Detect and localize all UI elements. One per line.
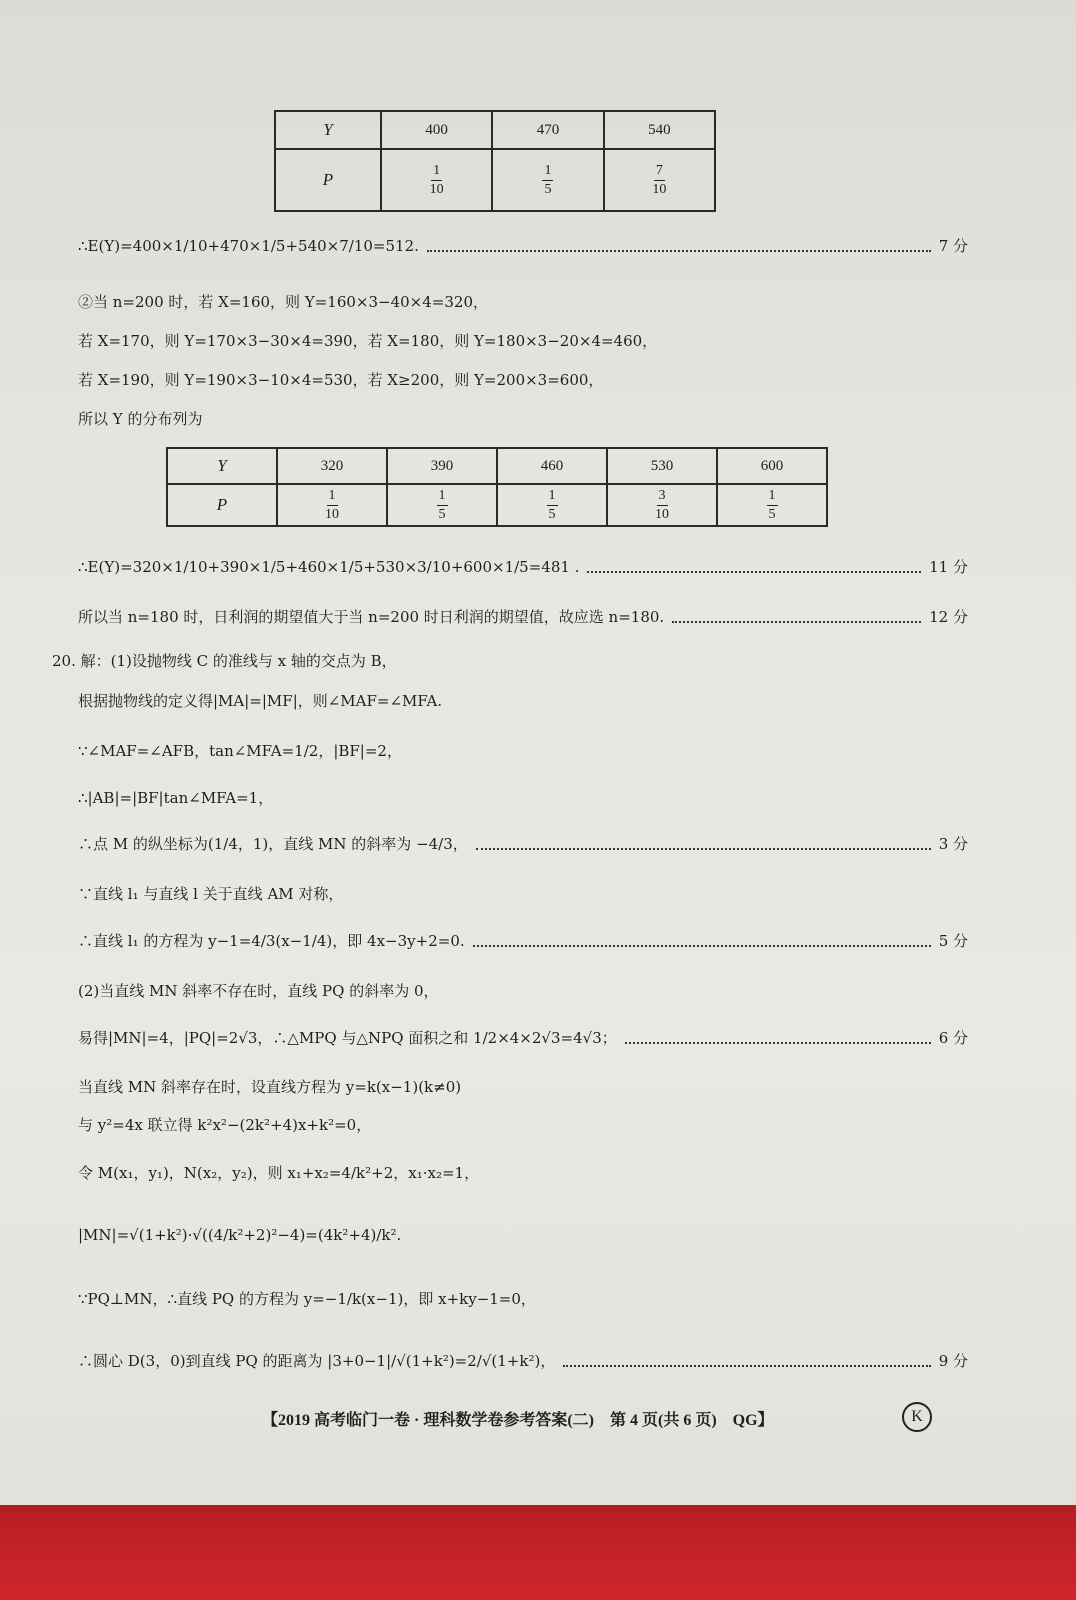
- table-cell: [381, 149, 492, 211]
- table-cell: 530: [607, 448, 717, 484]
- numerator: 1: [437, 489, 448, 506]
- denominator: 10: [652, 181, 667, 197]
- math-text: 易得|MN|=4，|PQ|=2√3，∴△MPQ 与△NPQ 面积之和 1/2×4×2√3=4√3；: [78, 1029, 617, 1047]
- solution-line: (2)当直线 MN 斜率不存在时，直线 PQ 的斜率为 0，: [78, 982, 439, 1000]
- solution-line: |MN|=√(1+k²)·√((4/k²+2)²−4)=(4k²+4)/k².: [78, 1226, 402, 1244]
- solution-line: ∵直线 l₁ 与直线 l 关于直线 AM 对称，: [78, 885, 344, 903]
- table-cell: [717, 484, 827, 526]
- numerator: 1: [547, 489, 558, 506]
- table-cell: 320: [277, 448, 387, 484]
- score-label: 5 分: [938, 932, 968, 950]
- table-row: [167, 448, 827, 484]
- numerator: 1: [542, 164, 553, 181]
- table-cell: P: [167, 484, 277, 526]
- solution-line: 所以 Y 的分布列为: [78, 410, 203, 428]
- leader-dots: [476, 848, 931, 850]
- table-row: [275, 111, 715, 149]
- numerator: 7: [654, 164, 665, 181]
- fraction: [325, 489, 339, 522]
- leader-dots: [672, 621, 921, 623]
- leader-dots: [473, 945, 931, 947]
- table-cell: 460: [497, 448, 607, 484]
- math-text: ∴圆心 D(3，0)到直线 PQ 的距离为 |3+0−1|/√(1+k²)=2/√(1+k²)，: [78, 1352, 556, 1370]
- table-cell: [607, 484, 717, 526]
- score-label: 3 分: [938, 835, 968, 853]
- table-cell: Y: [275, 111, 381, 149]
- denominator: 10: [325, 506, 339, 522]
- solution-line: ②当 n=200 时，若 X=160，则 Y=160×3−40×4=320，: [78, 293, 488, 311]
- score-label: 11 分: [929, 558, 968, 576]
- page-footer: 【2019 高考临门一卷 · 理科数学卷参考答案(二) 第 4 页(共 6 页) QG】: [262, 1412, 774, 1429]
- table-cell: 400: [381, 111, 492, 149]
- denominator: 5: [544, 181, 552, 197]
- table-cell: 540: [604, 111, 715, 149]
- solution-line: ∵PQ⊥MN，∴直线 PQ 的方程为 y=−1/k(x−1)，即 x+ky−1=0，: [78, 1290, 536, 1308]
- area-sum-line: [78, 1027, 968, 1048]
- numerator: 1: [431, 164, 442, 181]
- distribution-table-2: [166, 447, 828, 527]
- point-m-line: [78, 833, 968, 854]
- leader-dots: [625, 1042, 931, 1044]
- expectation-line-1: [78, 235, 968, 256]
- fraction: [437, 489, 448, 522]
- fraction: [652, 164, 666, 197]
- score-label: 6 分: [938, 1029, 968, 1047]
- leader-dots: [427, 250, 931, 252]
- solution-line: ∵∠MAF=∠AFB，tan∠MFA=1/2，|BF|=2，: [78, 742, 402, 760]
- solution-line: 与 y²=4x 联立得 k²x²−(2k²+4)x+k²=0，: [78, 1116, 372, 1134]
- fraction: [655, 489, 669, 522]
- numerator: 3: [657, 489, 668, 506]
- table-cell: Y: [167, 448, 277, 484]
- score-label: 9 分: [938, 1352, 968, 1370]
- score-label: 12 分: [929, 608, 968, 626]
- numerator: 1: [767, 489, 778, 506]
- fraction: [547, 489, 558, 522]
- table-cell: [604, 149, 715, 211]
- table-cell: [277, 484, 387, 526]
- denominator: 10: [655, 506, 669, 522]
- leader-dots: [587, 571, 921, 573]
- distribution-table-1: [274, 110, 716, 212]
- denominator: 5: [548, 506, 556, 522]
- expectation-line-2: [78, 556, 968, 577]
- table-cell: [492, 149, 603, 211]
- fraction: [430, 164, 444, 197]
- numerator: 1: [327, 489, 338, 506]
- solution-line: 若 X=170，则 Y=170×3−30×4=390，若 X=180，则 Y=180×3−20×4=460，: [78, 332, 658, 350]
- solution-line: 根据抛物线的定义得|MA|=|MF|，则∠MAF=∠MFA.: [78, 692, 443, 710]
- question-20-heading: 20. 解：(1)设抛物线 C 的准线与 x 轴的交点为 B，: [52, 652, 397, 670]
- solution-line: 当直线 MN 斜率存在时，设直线方程为 y=k(x−1)(k≠0): [78, 1078, 462, 1096]
- table-cell: [497, 484, 607, 526]
- fraction: [767, 489, 778, 522]
- solution-line: 令 M(x₁，y₁)，N(x₂，y₂)，则 x₁+x₂=4/k²+2，x₁·x₂=1，: [78, 1164, 480, 1182]
- table-row: [275, 149, 715, 211]
- l1-equation-line: [78, 930, 968, 951]
- table-cell: 390: [387, 448, 497, 484]
- math-text: 所以当 n=180 时，日利润的期望值大于当 n=200 时日利润的期望值，故应选 n=180.: [78, 608, 665, 626]
- math-text: ∴E(Y)=320×1/10+390×1/5+460×1/5+530×3/10+600×1/5=481 .: [78, 557, 580, 576]
- conclusion-line: [78, 606, 968, 627]
- solution-line: 若 X=190，则 Y=190×3−10×4=530，若 X≥200，则 Y=200×3=600，: [78, 371, 604, 389]
- table-cell: P: [275, 149, 381, 211]
- table-cell: [387, 484, 497, 526]
- fraction: [542, 164, 553, 197]
- denominator: 5: [438, 506, 446, 522]
- circled-k-mark: K: [902, 1402, 932, 1432]
- math-text: ∴点 M 的纵坐标为(1/4，1)，直线 MN 的斜率为 −4/3，: [78, 835, 468, 853]
- leader-dots: [563, 1365, 930, 1367]
- math-text: ∴直线 l₁ 的方程为 y−1=4/3(x−1/4)，即 4x−3y+2=0.: [78, 932, 465, 950]
- denominator: 10: [429, 181, 444, 197]
- score-label: 7 分: [938, 237, 968, 255]
- red-background-band: [0, 1505, 1076, 1600]
- table-cell: 470: [492, 111, 603, 149]
- table-cell: 600: [717, 448, 827, 484]
- distance-line: [78, 1350, 968, 1371]
- denominator: 5: [768, 506, 776, 522]
- solution-line: ∴|AB|=|BF|tan∠MFA=1，: [78, 789, 274, 807]
- math-text: ∴E(Y)=400×1/10+470×1/5+540×7/10=512.: [78, 236, 419, 255]
- table-row: [167, 484, 827, 526]
